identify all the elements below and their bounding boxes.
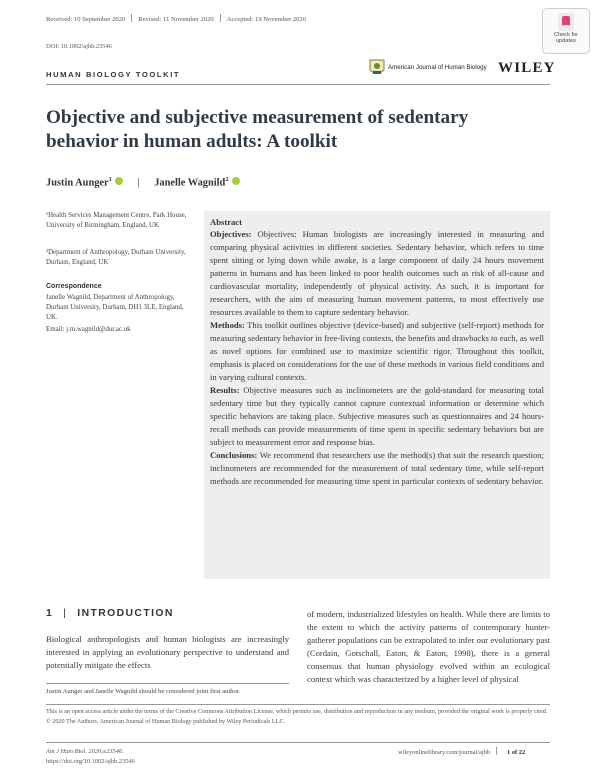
abstract-methods: Methods: This toolkit outlines objective (device-based) and subjective (self-report) methods for measuring sedentary behavior in free-living contexts, the benefits and drawbacks to each, as well as novel options for combined use to maximize scientific rigor. Throughout this toolkit, emphasis is placed on considerations for the use of these methods in various field conditions and in varying cultural contexts. (210, 320, 545, 382)
page-number: 1 of 22 (507, 749, 526, 756)
section-number: 1 (46, 608, 54, 619)
footer-rule (46, 742, 550, 743)
footer-citation (46, 747, 135, 766)
divider (496, 747, 497, 755)
journal-logo-icon (368, 58, 386, 78)
received-date: Received: 10 September 2020 (46, 16, 126, 23)
copyright-text: © 2020 The Authors. American Journal of Human Biology published by Wiley Periodicals LLC. (46, 717, 286, 725)
orcid-icon[interactable] (115, 177, 123, 185)
section-title: INTRODUCTION (77, 608, 174, 619)
abstract-heading: Abstract (210, 217, 242, 227)
citation: Am J Hum Biol. 2020;e23546. (46, 748, 124, 755)
affiliation-1: ¹Health Services Management Centre, Park House, University of Birmingham, England, UK (46, 212, 187, 229)
affiliation-2: ²Department of Anthropology, Durham University, Durham, England, UK (46, 249, 186, 266)
accepted-date: Accepted: 19 November 2020 (226, 16, 306, 23)
license-text: This is an open access article under the terms of the Creative Commons Attribution License, which permits use, distribution and reproduction in any medium, provided the original work is properly cited. (46, 708, 548, 715)
divider (131, 14, 132, 22)
author-name[interactable]: Justin Aunger (46, 177, 109, 189)
affiliation-marker: 2 (225, 176, 229, 183)
body-paragraph-left: Biological anthropologists and human biologists are increasingly interested in applying an evolutionary perspective to understand and potentially mitigate the effects (46, 634, 289, 670)
divider (220, 14, 221, 22)
body-paragraph-right: of modern, industrialized lifestyles on health. While there are limits to the extent to which the activity patterns of contemporary hunter-gatherer populations can be extrapolated to infer our evolutionary past (Cordain, Gotschall, Eaton, & Eaton, 1998), there is a general consensus that human physiology evolved within an ecological context which was characterized by a higher level of physical (307, 609, 550, 684)
check-for-updates-badge[interactable] (542, 8, 590, 54)
author-divider: | (137, 177, 140, 189)
section-divider: | (63, 608, 68, 619)
orcid-icon[interactable] (232, 177, 240, 185)
revised-date: Revised: 11 November 2020 (138, 16, 214, 23)
license-rule (46, 704, 550, 705)
crossmark-icon (558, 13, 574, 31)
doi[interactable]: DOI: 10.1002/ajhb.23546 (46, 43, 112, 50)
footer-right (398, 747, 525, 756)
correspondence-text: Janelle Wagnild, Department of Anthropology, Durham University, Durham, DH1 3LE, England, UK. (46, 294, 184, 321)
affiliation-marker: 1 (108, 176, 112, 183)
article-title: Objective and subjective measurement of sedentary behavior in human adults: A toolkit (46, 107, 469, 152)
abstract-conclusions: Conclusions: We recommend that researchers use the method(s) that suit the research question; inclinometers are recommended for the measurement of total sedentary time, while self-report methods are recommended for measuring time spent in particular contexts of sedentary behavior. (210, 450, 544, 486)
section-label: HUMAN BIOLOGY TOOLKIT (46, 70, 181, 79)
crossmark-label: Check for updates (554, 32, 578, 45)
correspondence-email[interactable]: Email: j.m.wagnild@dur.ac.uk (46, 326, 131, 333)
abstract-box (204, 211, 550, 579)
correspondence-heading: Correspondence (46, 283, 102, 290)
footnote-rule (46, 683, 289, 684)
publisher-logo: WILEY (498, 60, 556, 76)
footnote: Justin Aunger and Janelle Wagnild should be considered joint first author. (46, 688, 241, 695)
journal-site-link[interactable]: wileyonlinelibrary.com/journal/ajhb (398, 749, 491, 756)
journal-name: American Journal of Human Biology (388, 64, 487, 71)
article-dates (46, 14, 306, 23)
license-notice (46, 707, 550, 726)
section-heading-introduction (46, 608, 174, 619)
author-list (46, 176, 240, 188)
doi-link[interactable]: https://doi.org/10.1002/ajhb.23546 (46, 757, 135, 765)
abstract-results: Results: Objective measures such as inclinometers are the gold-standard for measuring total sedentary time but they typically cannot capture contextual information or determine which specific behaviors are taking place. Subjective measures such as questionnaires and 24 hours-recall methods can provide measurements of time spent in specific sedentary behaviors but are subject to measurement error and response bias. (210, 385, 544, 447)
abstract-objectives: Objectives: Objectives: Human biologists are increasingly interested in measuring and comparing physical activities in different societies. Sedentary behavior, which refers to time spent sitting or lying down while awake, is a large component of daily 24 hours movement patterns in humans and has been linked to poor health outcomes such as risk of all-cause and cardiovascular mortality, independently of physical activity. As such, it is important for researchers, with the aim of measuring human movement patterns, to most effectively use resources available to them to capture sedentary behavior. (210, 229, 544, 317)
header-rule (46, 84, 550, 85)
author-name[interactable]: Janelle Wagnild (154, 177, 226, 189)
